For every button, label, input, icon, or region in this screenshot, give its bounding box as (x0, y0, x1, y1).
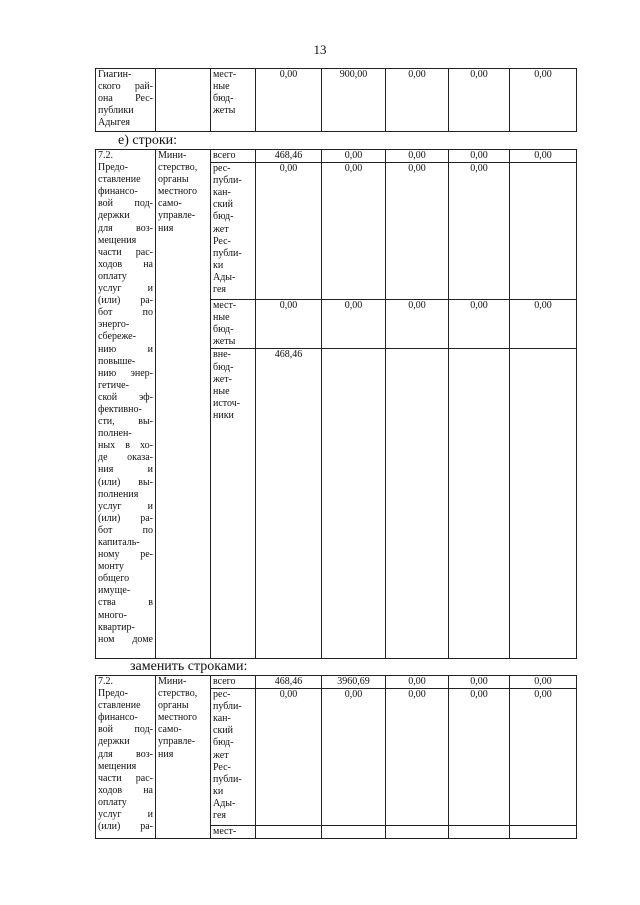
value-cell (510, 163, 577, 300)
value-cell: 0,00 (386, 300, 449, 349)
value-cell: 900,00 (322, 69, 386, 132)
value-cell: 0,00 (256, 69, 322, 132)
value-cell: 0,00 (322, 300, 386, 349)
value-cell: 0,00 (449, 676, 510, 689)
value-cell: 0,00 (386, 676, 449, 689)
row-name (96, 150, 156, 659)
heading-replace-rows: заменить строками: (130, 659, 248, 674)
value-cell: 0,00 (386, 69, 449, 132)
value-cell: 0,00 (510, 69, 577, 132)
row-number: 7.2. (98, 150, 113, 161)
value-cell: 0,00 (322, 150, 386, 163)
row-name: Гиагин- ского рай- она Рес- публики Адыгея (96, 69, 156, 132)
row-source: вне- бюд- жет- ные источ- ники (211, 349, 256, 659)
value-cell: 0,00 (510, 150, 577, 163)
value-cell: 0,00 (386, 150, 449, 163)
row-source: мест- ные бюд- жеты (211, 300, 256, 349)
value-cell: 0,00 (386, 689, 449, 826)
row-source: всего (211, 150, 256, 163)
value-cell: 0,00 (322, 163, 386, 300)
row-executor: Мини- стерство, органы местного само- управле- ния (156, 676, 211, 839)
row-executor-empty (156, 69, 211, 132)
value-cell (449, 826, 510, 839)
value-cell: 0,00 (322, 689, 386, 826)
value-cell: 0,00 (256, 300, 322, 349)
value-cell: 0,00 (449, 300, 510, 349)
row-source: рес- публи- кан- ский бюд- жет Рес- публи- ки Ады- гея (211, 689, 256, 826)
row-name-text: Предо- ставление финансо- вой под- держки для воз- мещения части рас- ходов на оплату услуг и (или) ра- бот по энерго- сбереже- нию и повыше- нию энер- гетиче- ской эф- фективно- сти, вы- полнен- ных в хо- де оказа- ния и (или) вы- полнения услуг и (или) ра- бот по капиталь- ному ре- монту общего имуще- ства в много- квартир- ном доме (98, 162, 153, 645)
value-cell (256, 826, 322, 839)
page-number: 13 (313, 42, 327, 57)
row-name-text: Предо- ставление финансо- вой под- держки для воз- мещения части рас- ходов на оплату услуг и (или) ра- (98, 688, 153, 833)
table-top-fragment (95, 68, 577, 132)
value-cell (386, 826, 449, 839)
value-cell: 0,00 (510, 676, 577, 689)
row-source: всего (211, 676, 256, 689)
row-source: мест- (211, 826, 256, 839)
value-cell: 0,00 (449, 689, 510, 826)
value-cell: 0,00 (449, 69, 510, 132)
value-cell: 468,46 (256, 676, 322, 689)
row-source: рес- публи- кан- ский бюд- жет Рес- публи- ки Ады- гея (211, 163, 256, 300)
value-cell: 0,00 (449, 150, 510, 163)
value-cell (510, 826, 577, 839)
row-executor: Мини- стерство, органы местного само- управле- ния (156, 150, 211, 659)
value-cell: 0,00 (256, 689, 322, 826)
value-cell: 0,00 (510, 300, 577, 349)
value-cell: 468,46 (256, 150, 322, 163)
value-cell (449, 349, 510, 659)
heading-e-rows: е) строки: (118, 133, 178, 148)
value-cell: 3960,69 (322, 676, 386, 689)
row-source: мест- ные бюд- жеты (211, 69, 256, 132)
value-cell (322, 349, 386, 659)
value-cell: 0,00 (449, 163, 510, 300)
value-cell: 0,00 (510, 689, 577, 826)
row-name (96, 676, 156, 839)
table-old-rows (95, 149, 577, 659)
table-new-rows (95, 675, 577, 839)
row-number: 7.2. (98, 676, 113, 687)
value-cell: 0,00 (386, 163, 449, 300)
value-cell (386, 349, 449, 659)
value-cell: 0,00 (256, 163, 322, 300)
value-cell (322, 826, 386, 839)
value-cell: 468,46 (256, 349, 322, 659)
value-cell (510, 349, 577, 659)
